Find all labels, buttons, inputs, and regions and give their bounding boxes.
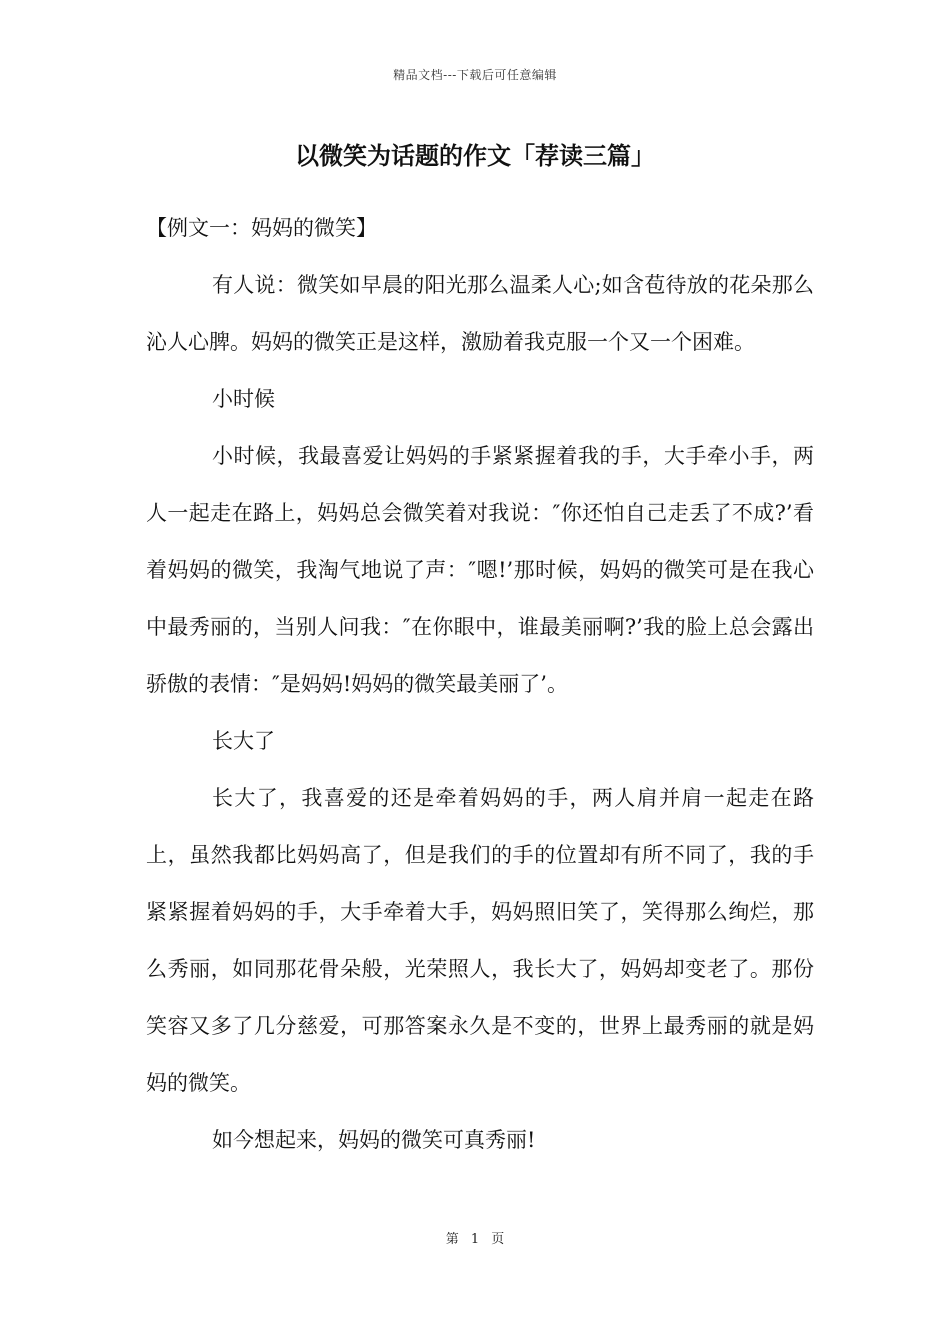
paragraph-conclusion: 如今想起来，妈妈的微笑可真秀丽! bbox=[212, 1128, 536, 1152]
document-title: 以微笑为话题的作文「荐读三篇」 bbox=[295, 141, 655, 170]
subheading-childhood: 小时候 bbox=[212, 387, 275, 411]
page-footer bbox=[0, 1228, 950, 1247]
section-heading: 【例文一：妈妈的微笑】 bbox=[146, 216, 377, 240]
page-header: 精品文档---下载后可任意编辑 bbox=[393, 68, 557, 82]
page-number-suffix: 页 bbox=[491, 1232, 505, 1247]
page-number-prefix: 第 bbox=[445, 1232, 459, 1247]
page-number: 1 bbox=[470, 1232, 480, 1247]
paragraph-grown-up: 长大了，我喜爱的还是牵着妈妈的手，两人肩并肩一起走在路上，虽然我都比妈妈高了，但是我们的手的位置却有所不同了，我的手紧紧握着妈妈的手，大手牵着大手，妈妈照旧笑了，笑得那么绚烂，那么秀丽，如同那花骨朵般，光荣照人，我长大了，妈妈却变老了。那份笑容又多了几分慈爱，可那答案永久是不变的，世界上最秀丽的就是妈妈的微笑。 bbox=[146, 786, 814, 1095]
paragraph-intro: 有人说：微笑如早晨的阳光那么温柔人心;如含苞待放的花朵那么沁人心脾。妈妈的微笑正是这样，激励着我克服一个又一个困难。 bbox=[146, 273, 814, 354]
paragraph-childhood: 小时候，我最喜爱让妈妈的手紧紧握着我的手，大手牵小手，两人一起走在路上，妈妈总会微笑着对我说：″你还怕自己走丢了不成?’看着妈妈的微笑，我淘气地说了声：″嗯!’那时候，妈妈的微笑可是在我心中最秀丽的，当别人问我：″在你眼中，谁最美丽啊?’我的脸上总会露出骄傲的表情：″是妈妈!妈妈的微笑最美丽了’。 bbox=[146, 444, 814, 696]
article-body bbox=[146, 200, 814, 1169]
subheading-grown-up: 长大了 bbox=[212, 729, 275, 753]
